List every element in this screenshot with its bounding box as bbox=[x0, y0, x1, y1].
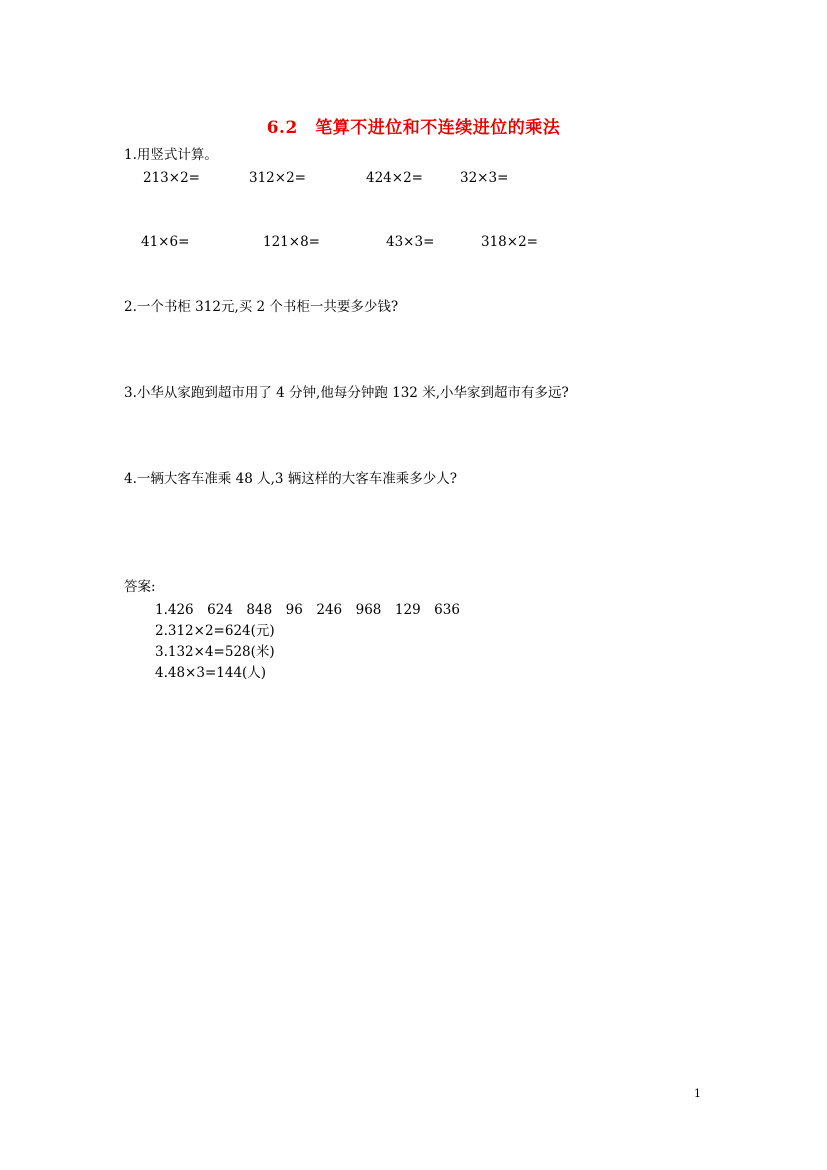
exercise-1-1: 213×2= bbox=[143, 170, 200, 186]
answer-2: 2.312×2=624(元) bbox=[155, 623, 275, 639]
answer-4: 4.48×3=144(人) bbox=[155, 665, 267, 681]
page-title: 6.2 笔算不进位和不连续进位的乘法 bbox=[266, 118, 561, 138]
answers-heading: 答案: bbox=[124, 579, 156, 595]
exercise-1-3: 424×2= bbox=[366, 170, 423, 186]
answer-1: 1.426 624 848 96 246 968 129 636 bbox=[155, 602, 460, 618]
answer-3: 3.132×4=528(米) bbox=[155, 644, 275, 660]
question-2: 2.一个书柜 312元,买 2 个书柜一共要多少钱? bbox=[124, 299, 399, 315]
exercise-2-2: 121×8= bbox=[263, 234, 320, 250]
question-4: 4.一辆大客车准乘 48 人,3 辆这样的大客车准乘多少人? bbox=[124, 471, 458, 487]
exercise-2-4: 318×2= bbox=[481, 234, 538, 250]
exercise-1-4: 32×3= bbox=[460, 170, 509, 186]
question-3: 3.小华从家跑到超市用了 4 分钟,他每分钟跑 132 米,小华家到超市有多远? bbox=[124, 385, 569, 401]
question-1-prompt: 1.用竖式计算。 bbox=[124, 147, 218, 163]
page-number: 1 bbox=[694, 1087, 701, 1100]
exercise-1-2: 312×2= bbox=[249, 170, 306, 186]
exercise-2-3: 43×3= bbox=[386, 234, 435, 250]
exercise-2-1: 41×6= bbox=[141, 234, 190, 250]
